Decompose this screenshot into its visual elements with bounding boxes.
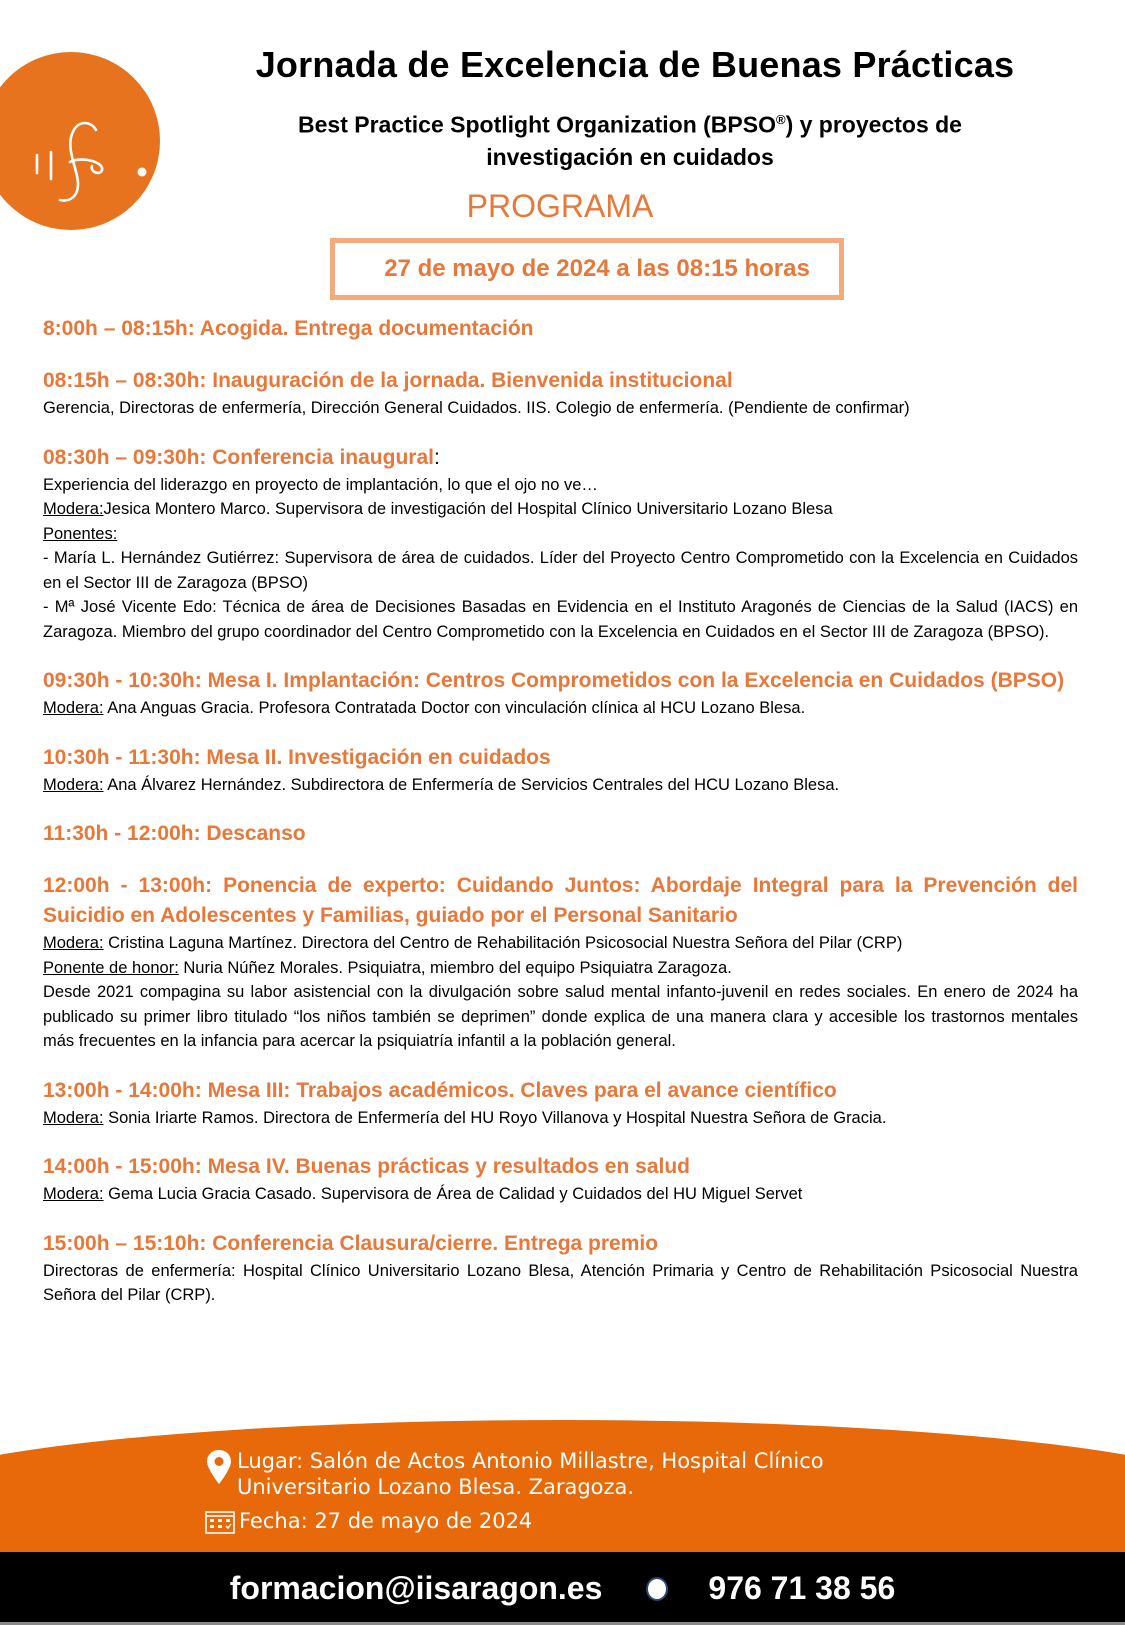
program-item-heading-text: 14:00h - 15:00h: Mesa IV. Buenas prácticas y resultados en salud [43,1155,691,1178]
line-text: Nuria Núñez Morales. Psiquiatra, miembro del equipo Psiquiatra Zaragoza. [178,958,732,977]
program-item-line [43,931,1078,956]
program-item-line [43,1106,1078,1131]
contact-bar [0,1552,1125,1625]
program-item-heading [43,743,1078,773]
program-item-line [43,546,1078,595]
program-item-heading-suffix: : [433,445,440,469]
subtitle-part-1: Best Practice Spotlight Organization (BPSO [298,111,776,138]
location-row [205,1448,824,1500]
program-item-heading-text: 10:30h - 11:30h: Mesa II. Investigación en cuidados [43,745,551,769]
line-text: Ana Anguas Gracia. Profesora Contratada Doctor con vinculación clínica al HCU Lozano Blesa. [103,699,806,717]
subtitle-part-2: ) y proyectos de investigación en cuidados [486,111,962,170]
date-row [205,1508,824,1534]
program-item [43,819,1078,849]
contact-phone[interactable]: 976 71 38 56 [708,1570,896,1606]
page-title: Jornada de Excelencia de Buenas Prácticas [255,44,1015,85]
program-item-heading-text: 09:30h - 10:30h: Mesa I. Implantación: Centros Comprometidos con la Excelencia en Cuidados (BPSO) [43,669,1065,692]
page-subtitle [230,104,1030,173]
program-item [43,314,1078,344]
location-line-2: Universitario Lozano Blesa. Zaragoza. [237,1475,635,1499]
line-text: Gema Lucia Gracia Casado. Supervisora de Área de Calidad y Cuidados del HU Miguel Servet [103,1185,803,1203]
role-label: Modera: [43,934,104,952]
footer-info [205,1448,824,1534]
program-item-heading [43,443,1078,473]
program-item-heading-text: 13:00h - 14:00h: Mesa III: Trabajos académicos. Claves para el avance científico [43,1078,837,1102]
line-text: Jesica Montero Marco. Supervisora de investigación del Hospital Clínico Universitario Lozano Blesa [103,500,833,518]
program-item-line [43,696,1078,721]
role-label: Modera: [43,1108,104,1127]
line-text: - Mª José Vicente Edo: Técnica de área de Decisiones Basadas en Evidencia en el Instituto Aragonés de Ciencias de la Salud (IACS) en Zaragoza. Miembro del grupo coordinador del Centro Comprometido con la Excelencia en Cuidados en el Sector III de Zaragoza (BPSO). [43,598,1078,641]
program-item [43,666,1078,721]
line-text: Directoras de enfermería: Hospital Clínico Universitario Lozano Blesa, Atención Primaria y Centro de Rehabilitación Psicosocial Nuestra Señora del Pilar (CRP). [43,1261,1078,1304]
program-item-heading-text: 12:00h - 13:00h: Ponencia de experto: Cuidando Juntos: Abordaje Integral para la Prevención del Suicidio en Adolescentes y Familias, guiado por el Personal Sanitario [43,874,1078,927]
iisa-logo [0,52,160,230]
location-line-1: Lugar: Salón de Actos Antonio Millastre, Hospital Clínico [237,1449,824,1473]
program-item-heading [43,871,1078,931]
program-item-heading [43,819,1078,849]
programa-heading: PROGRAMA [466,188,654,224]
separator-dot-icon [646,1577,668,1601]
iisa-logo-mark-icon [0,52,160,230]
program-item-line [43,773,1078,798]
program-item-line [43,1182,1078,1207]
program-item-line [43,595,1078,644]
line-text: Gerencia, Directoras de enfermería, Dirección General Cuidados. IIS. Colegio de enfermería. (Pendiente de confirmar) [43,399,910,417]
event-date-text: 27 de mayo de 2024 a las 08:15 horas [384,255,810,282]
program-item-line [43,1259,1078,1308]
event-date-box [330,238,844,300]
line-text: Experiencia del liderazgo en proyecto de implantación, lo que el ojo no ve… [43,475,598,494]
program-item-heading [43,314,1078,344]
role-label: Ponente de honor: [43,958,179,977]
role-label: Modera: [43,775,104,794]
program-item-line [43,522,1078,547]
program-item-line [43,396,1078,421]
program-item-heading [43,666,1078,696]
program-item-heading [43,1229,1078,1259]
line-text: Cristina Laguna Martínez. Directora del Centro de Rehabilitación Psicosocial Nuestra Señora del Pilar (CRP) [103,934,903,952]
program-item-heading [43,1152,1078,1182]
line-text: - María L. Hernández Gutiérrez: Supervisora de área de cuidados. Líder del Proyecto Centro Comprometido con la Excelencia en Cuidados en el Sector III de Zaragoza (BPSO) [43,549,1078,592]
role-label: Modera: [43,1185,104,1203]
program-item-heading-text: 11:30h - 12:00h: Descanso [43,822,306,845]
registered-mark: ® [775,112,786,127]
program-list [43,314,1078,1330]
map-pin-icon [205,1448,233,1488]
line-text: Sonia Iriarte Ramos. Directora de Enfermería del HU Royo Villanova y Hospital Nuestra Señora de Gracia. [103,1108,887,1127]
program-item [43,443,1078,645]
calendar-icon [205,1510,235,1534]
program-item [43,871,1078,1054]
program-item-heading-text: 15:00h – 15:10h: Conferencia Clausura/cierre. Entrega premio [43,1231,659,1255]
program-item-line [43,980,1078,1054]
program-item [43,366,1078,421]
program-item [43,1076,1078,1131]
role-label: Modera: [43,500,104,518]
footer-date: Fecha: 27 de mayo de 2024 [239,1509,533,1533]
program-item-heading [43,366,1078,396]
program-item [43,1229,1078,1308]
program-item [43,1152,1078,1207]
program-item-heading-text: 8:00h – 08:15h: Acogida. Entrega documentación [43,317,534,340]
contact-email-link[interactable]: formacion@iisaragon.es [229,1570,603,1606]
line-text: Desde 2021 compagina su labor asistencial con la divulgación sobre salud mental infanto-juvenil en redes sociales. En enero de 2024 ha publicado su primer libro titulado “los niños también se deprimen” donde explica de una manera clara y accesible los trastornos mentales más frecuentes en la infancia para acercar la psiquiatría infantil a la población general. [43,983,1078,1050]
program-item-line [43,473,1078,498]
program-item-line [43,497,1078,522]
role-label: Modera: [43,699,104,717]
program-item-line [43,956,1078,981]
program-item-heading-text: 08:15h – 08:30h: Inauguración de la jornada. Bienvenida institucional [43,369,733,392]
program-item [43,743,1078,798]
line-text: Ana Álvarez Hernández. Subdirectora de Enfermería de Servicios Centrales del HCU Lozano Blesa. [103,775,840,794]
program-item-heading [43,1076,1078,1106]
program-item-heading-text: 08:30h – 09:30h: Conferencia inaugural [43,445,434,469]
role-label: Ponentes: [43,524,118,543]
